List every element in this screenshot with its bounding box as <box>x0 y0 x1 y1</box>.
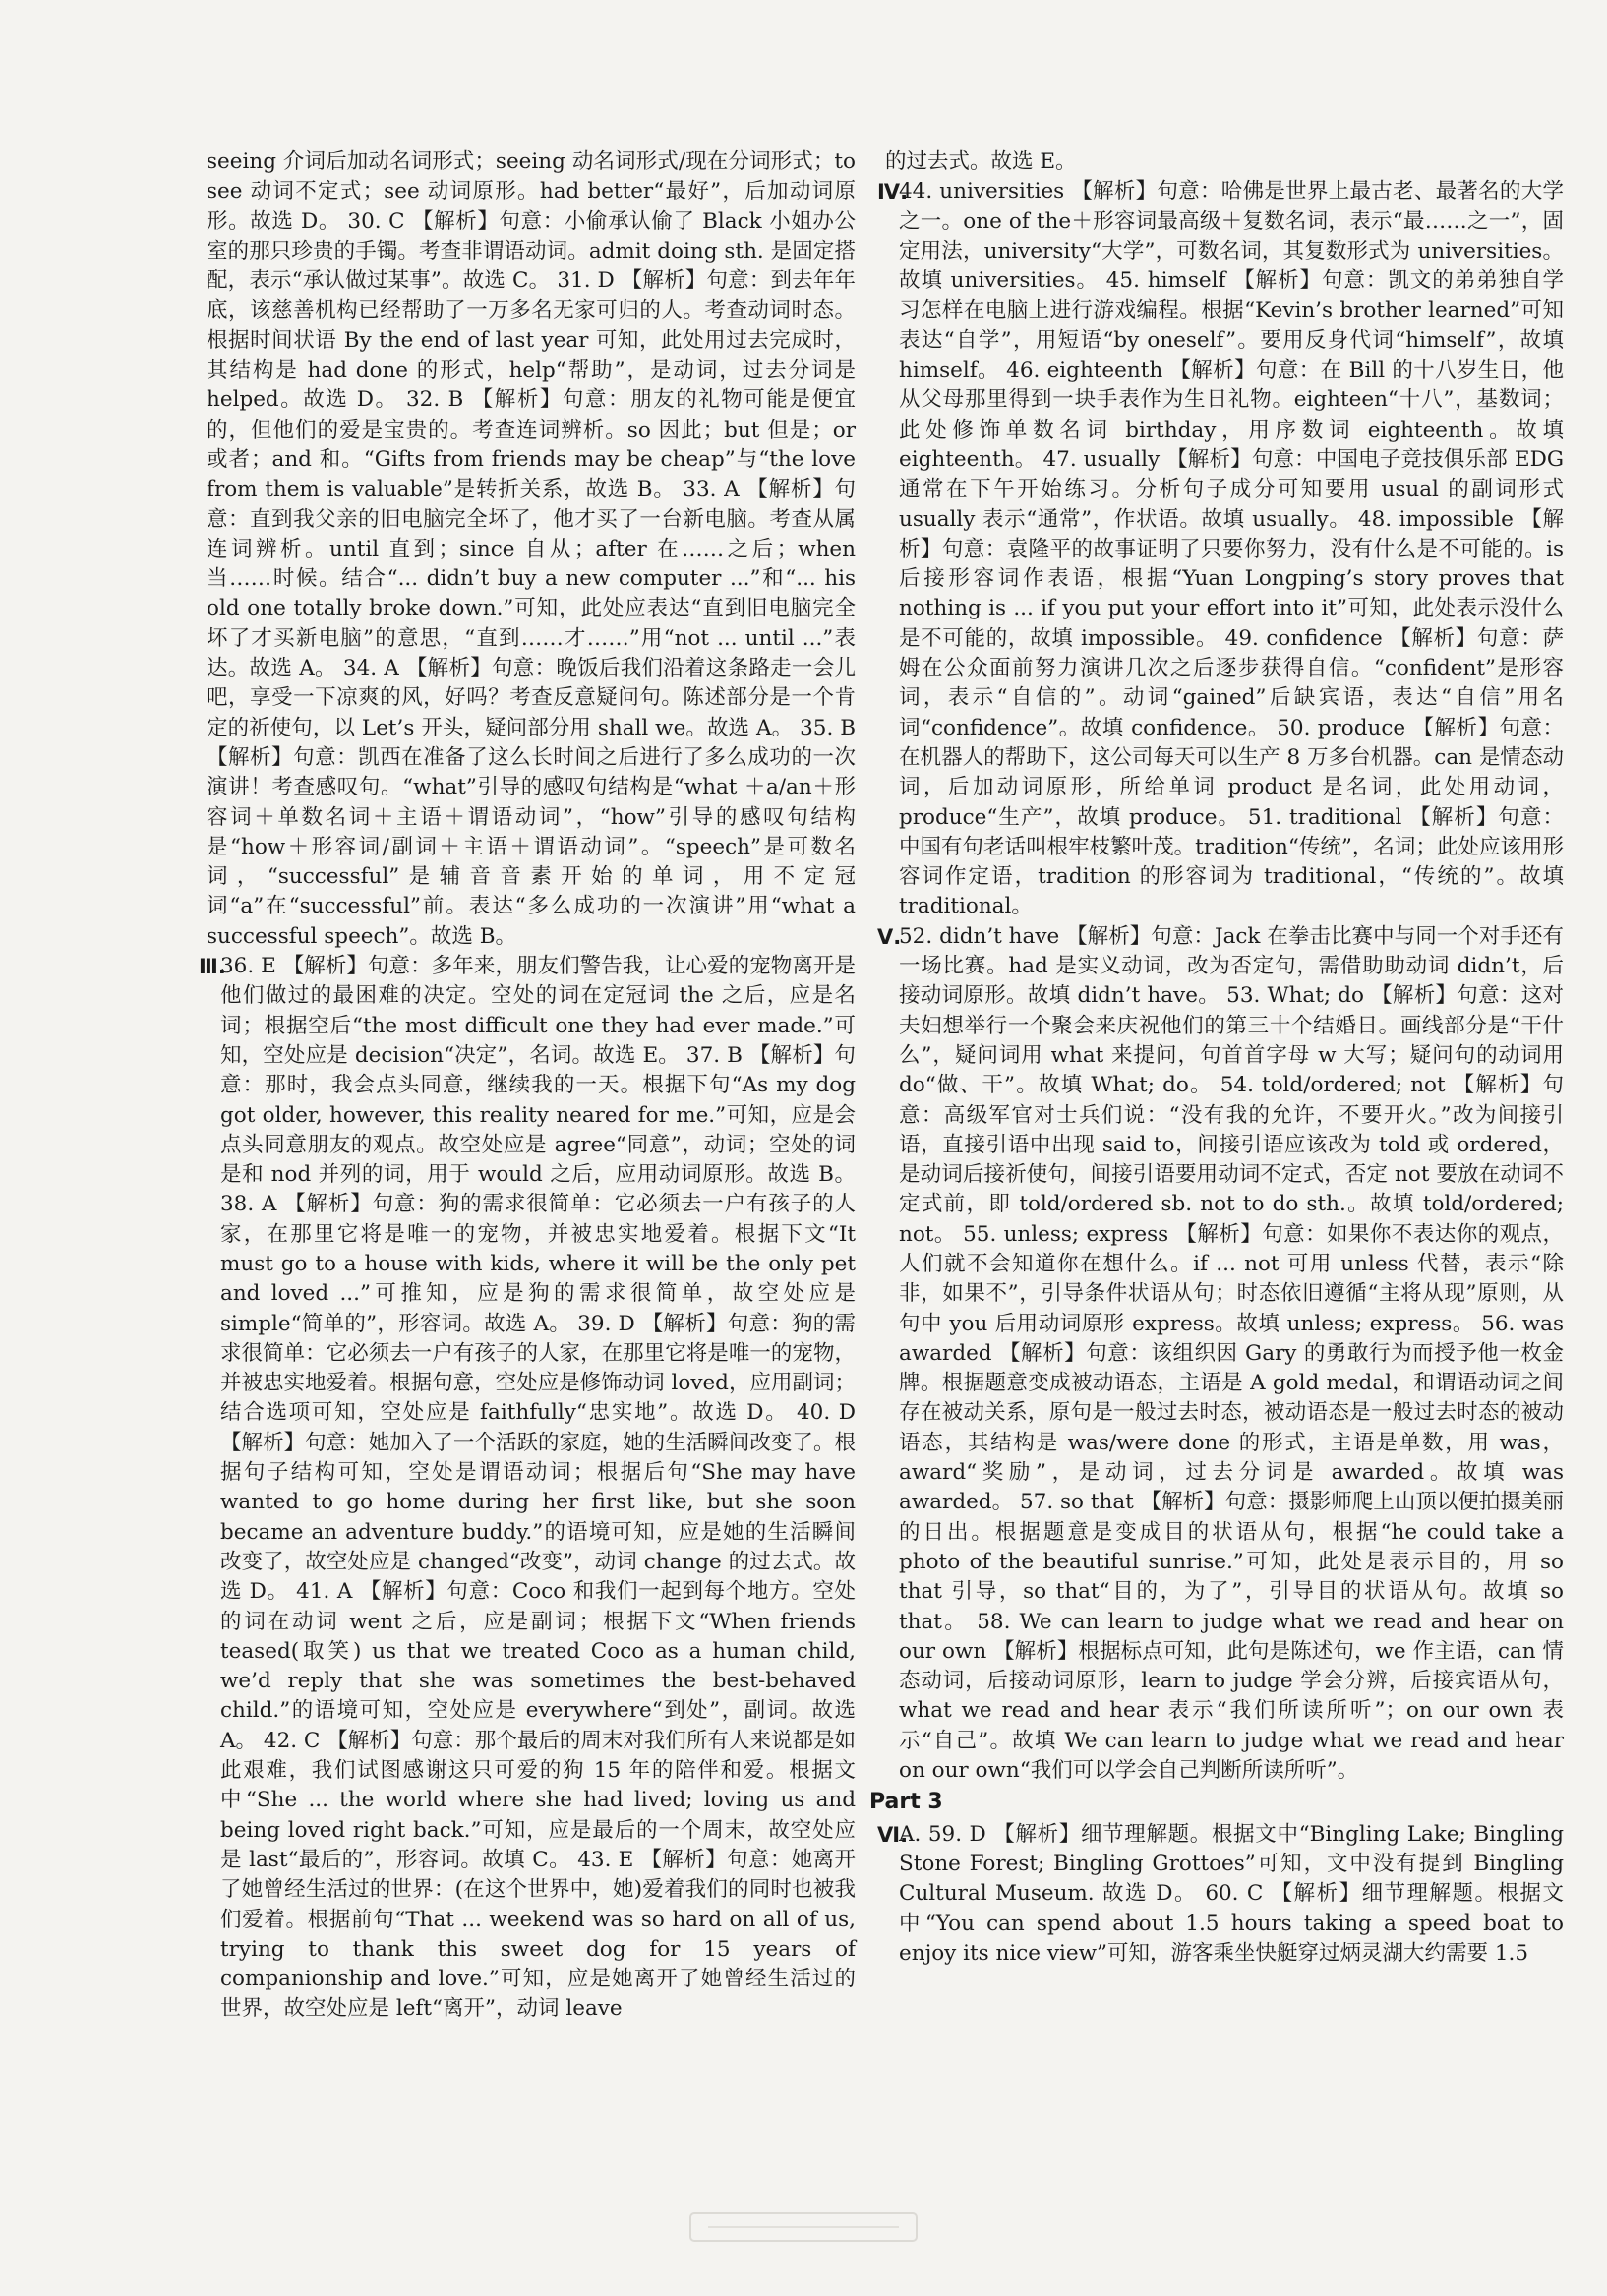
section-vi-label: Ⅵ. <box>877 1822 909 1847</box>
right-intro-text: 的过去式。故选 E。 <box>885 149 1077 174</box>
section-vi <box>877 1820 1564 1969</box>
right-column <box>869 147 1564 1969</box>
section-iii-text: 36. E 【解析】句意：多年来，朋友们警告我，让心爱的宠物离开是他们做过的最困难的决定。空处的词在定冠词 the 之后，应是名词；根据空后“the most difficult one they had ever made.”可知，空处应是 decision“决定”，名词。故选 E。 37. B 【解析】句意：那时，我会点头同意，继续我的一天。根据下句“As my dog got older, however, this reality neared for me.”可知，应是会点头同意朋友的观点。故空处应是 agree“同意”，动词；空处的词是和 nod 并列的词，用于 would 之后，应用动词原形。故选 B。 38. A 【解析】句意：狗的需求很简单：它必须去一户有孩子的人家，在那里它将是唯一的宠物，并被忠实地爱着。根据下文“It must go to a house with kids, where it will be the only pet and loved ...”可推知，应是狗的需求很简单，故空处应是 simple“简单的”，形容词。故选 A。 39. D 【解析】句意：狗的需求很简单：它必须去一户有孩子的人家，在那里它将是唯一的宠物，并被忠实地爱着。根据句意，空处应是修饰动词 loved，应用副词；结合选项可知，空处应是 faithfully“忠实地”。故选 D。 40. D 【解析】句意：她加入了一个活跃的家庭，她的生活瞬间改变了。根据句子结构可知，空处是谓语动词；根据后句“She may have wanted to go home during her first like, but she soon became an adventure buddy.”的语境可知，应是她的生活瞬间改变了，故空处应是 changed“改变”，动词 change 的过去式。故选 D。 41. A 【解析】句意：Coco 和我们一起到每个地方。空处的词在动词 went 之后，应是副词；根据下文“When friends teased(取笑) us that we treated Coco as a human child, we’d reply that she was sometimes the best-behaved child.”的语境可知，空处应是 everywhere“到处”，副词。故选 A。 42. C 【解析】句意：那个最后的周末对我们所有人来说都是如此艰难，我们试图感谢这只可爱的狗 15 年的陪伴和爱。根据文中“She ... the world where she had lived; loving us and being loved right back.”可知，应是最后的一个周末，故空处应是 last“最后的”，形容词。故填 C。 43. E 【解析】句意：她离开了她曾经生活过的世界：(在这个世界中，她)爱着我们的同时也被我们爱着。根据前句“That ... weekend was so hard on all of us, trying to thank this sweet dog for 15 years of companionship and love.”可知，应是她离开了她曾经生活过的世界，故空处应是 left“离开”，动词 leave <box>220 954 856 2022</box>
section-iv <box>877 177 1564 921</box>
section-v-text: 52. didn’t have 【解析】句意：Jack 在拳击比赛中与同一个对手还有一场比赛。had 是实义动词，改为否定句，需借助助动词 didn’t，后接动词原形。故填 didn’t have。 53. What; do 【解析】句意：这对夫妇想举行一个聚会来庆祝他们的第三十个结婚日。画线部分是“干什么”，疑问词用 what 来提问，句首首字母 w 大写；疑问句的动词用 do“做、干”。故填 What; do。 54. told/ordered; not 【解析】句意：高级军官对士兵们说：“没有我的允许，不要开火。”改为间接引语，直接引语中出现 said to，间接引语应该改为 told 或 ordered，是动词后接祈使句，间接引语要用动词不定式，否定 not 要放在动词不定式前，即 told/ordered sb. not to do sth.。故填 told/ordered; not。 55. unless; express 【解析】句意：如果你不表达你的观点，人们就不会知道你在想什么。if ... not 可用 unless 代替，表示“除非，如果不”，引导条件状语从句；时态依旧遵循“主将从现”原则，从句中 you 后用动词原形 express。故填 unless; express。 56. was awarded 【解析】句意：该组织因 Gary 的勇敢行为而授予他一枚金牌。根据题意变成被动语态，主语是 A gold medal，和谓语动词之间存在被动关系，原句是一般过去时态，被动语态是一般过去时态的被动语态，其结构是 was/were done 的形式，主语是单数，用 was，award“奖励”，是动词，过去分词是 awarded。故填 was awarded。 57. so that 【解析】句意：摄影师爬上山顶以便拍摄美丽的日出。根据题意是变成目的状语从句，根据“he could take a photo of the beautiful sunrise.”可知，此处是表示目的，用 so that 引导，so that“目的，为了”，引导目的状语从句。故填 so that。 58. We can learn to judge what we read and hear on our own 【解析】根据标点可知，此句是陈述句，we 作主语，can 情态动词，后接动词原形，learn to judge 学会分辨，后接宾语从句，what we read and hear 表示“我们所读所听”；on our own 表示“自己”。故填 We can learn to judge what we read and hear on our own“我们可以学会自己判断所读所听”。 <box>899 923 1564 1784</box>
section-iii-label: Ⅲ. <box>199 955 226 979</box>
section-iv-label: Ⅳ. <box>877 180 909 205</box>
section-iii <box>199 952 856 2025</box>
section-vi-text: A. 59. D 【解析】细节理解题。根据文中“Bingling Lake; Bingling Stone Forest; Bingling Grottoes”可知，文中没有提到 Bingling Cultural Museum. 故选 D。 60. C 【解析】细节理解题。根据文中“You can spend about 1.5 hours taking a speed boat to enjoy its nice view”可知，游客乘坐快艇穿过炳灵湖大约需要 1.5 <box>899 1821 1564 1966</box>
section-v <box>877 922 1564 1787</box>
section-iv-text: 44. universities 【解析】句意：哈佛是世界上最古老、最著名的大学之一。one of the＋形容词最高级＋复数名词，表示“最……之一”，固定用法，university“大学”，可数名词，其复数形式为 universities。故填 universities。 45. himself 【解析】句意：凯文的弟弟独自学习怎样在电脑上进行游戏编程。根据“Kevin’s brother learned”可知表达“自学”，用短语“by oneself”。要用反身代词“himself”，故填 himself。 46. eighteenth 【解析】句意：在 Bill 的十八岁生日，他从父母那里得到一块手表作为生日礼物。eighteen“十八”，基数词；此处修饰单数名词 birthday，用序数词 eighteenth。故填 eighteenth。 47. usually 【解析】句意：中国电子竞技俱乐部 EDG 通常在下午开始练习。分析句子成分可知要用 usual 的副词形式 usually 表示“通常”，作状语。故填 usually。 48. impossible 【解析】句意：袁隆平的故事证明了只要你努力，没有什么是不可能的。is 后接形容词作表语，根据“Yuan Longping’s story proves that nothing is ... if you put your effort into it”可知，此处表示没什么是不可能的，故填 impossible。 49. confidence 【解析】句意：萨姆在公众面前努力演讲几次之后逐步获得自信。“confident”是形容词，表示“自信的”。动词“gained”后缺宾语，表达“自信”用名词“confidence”。故填 confidence。 50. produce 【解析】句意：在机器人的帮助下，这公司每天可以生产 8 万多台机器。can 是情态动词，后加动词原形，所给单词 product 是名词，此处用动词，produce“生产”，故填 produce。 51. traditional 【解析】句意：中国有句老话叫根牢枝繁叶茂。tradition“传统”，名词；此处应该用形容词作定语，tradition 的形容词为 traditional，“传统的”。故填 traditional。 <box>899 179 1564 919</box>
left-column <box>199 147 856 2025</box>
section-v-label: Ⅴ. <box>877 924 902 949</box>
left-intro-text: seeing 介词后加动名词形式；seeing 动名词形式/现在分词形式；to see 动词不定式；see 动词原形。had better“最好”，后加动词原形。故选 D。 30. C 【解析】句意：小偷承认偷了 Black 小姐办公室的那只珍贵的手镯。考查非谓语动词。admit doing sth. 是固定搭配，表示“承认做过某事”。故选 C。 31. D 【解析】句意：到去年年底，该慈善机构已经帮助了一万多名无家可归的人。考查动词时态。根据时间状语 By the end of last year 可知，此处用过去完成时，其结构是 had done 的形式，help“帮助”，是动词，过去分词是 helped。故选 D。 32. B 【解析】句意：朋友的礼物可能是便宜的，但他们的爱是宝贵的。考查连词辨析。so 因此；but 但是；or 或者；and 和。“Gifts from friends may be cheap”与“the love from them is valuable”是转折关系，故选 B。 33. A 【解析】句意：直到我父亲的旧电脑完全坏了，他才买了一台新电脑。考查从属连词辨析。until 直到；since 自从；after 在……之后；when 当……时候。结合“... didn’t buy a new computer ...”和“... his old one totally broke down.”可知，此处应表达“直到旧电脑完全坏了才买新电脑”的意思，“直到……才……”用“not ... until ...”表达。故选 A。 34. A 【解析】句意：晚饭后我们沿着这条路走一会儿吧，享受一下凉爽的风，好吗？考查反意疑问句。陈述部分是一个肯定的祈使句，以 Let’s 开头，疑问部分用 shall we。故选 A。 35. B 【解析】句意：凯西在准备了这么长时间之后进行了多么成功的一次演讲！考查感叹句。“what”引导的感叹句结构是“what ＋a/an＋形容词＋单数名词＋主语＋谓语动词”，“how”引导的感叹句结构是“how＋形容词/副词＋主语＋谓语动词”。“speech”是可数名词，“successful”是辅音音素开始的单词，用不定冠词“a”在“successful”前。表达“多么成功的一次演讲”用“what a successful speech”。故选 B。 <box>207 149 856 949</box>
part-3-heading: Part 3 <box>869 1790 943 1815</box>
footer-watermark-icon <box>688 2208 919 2247</box>
